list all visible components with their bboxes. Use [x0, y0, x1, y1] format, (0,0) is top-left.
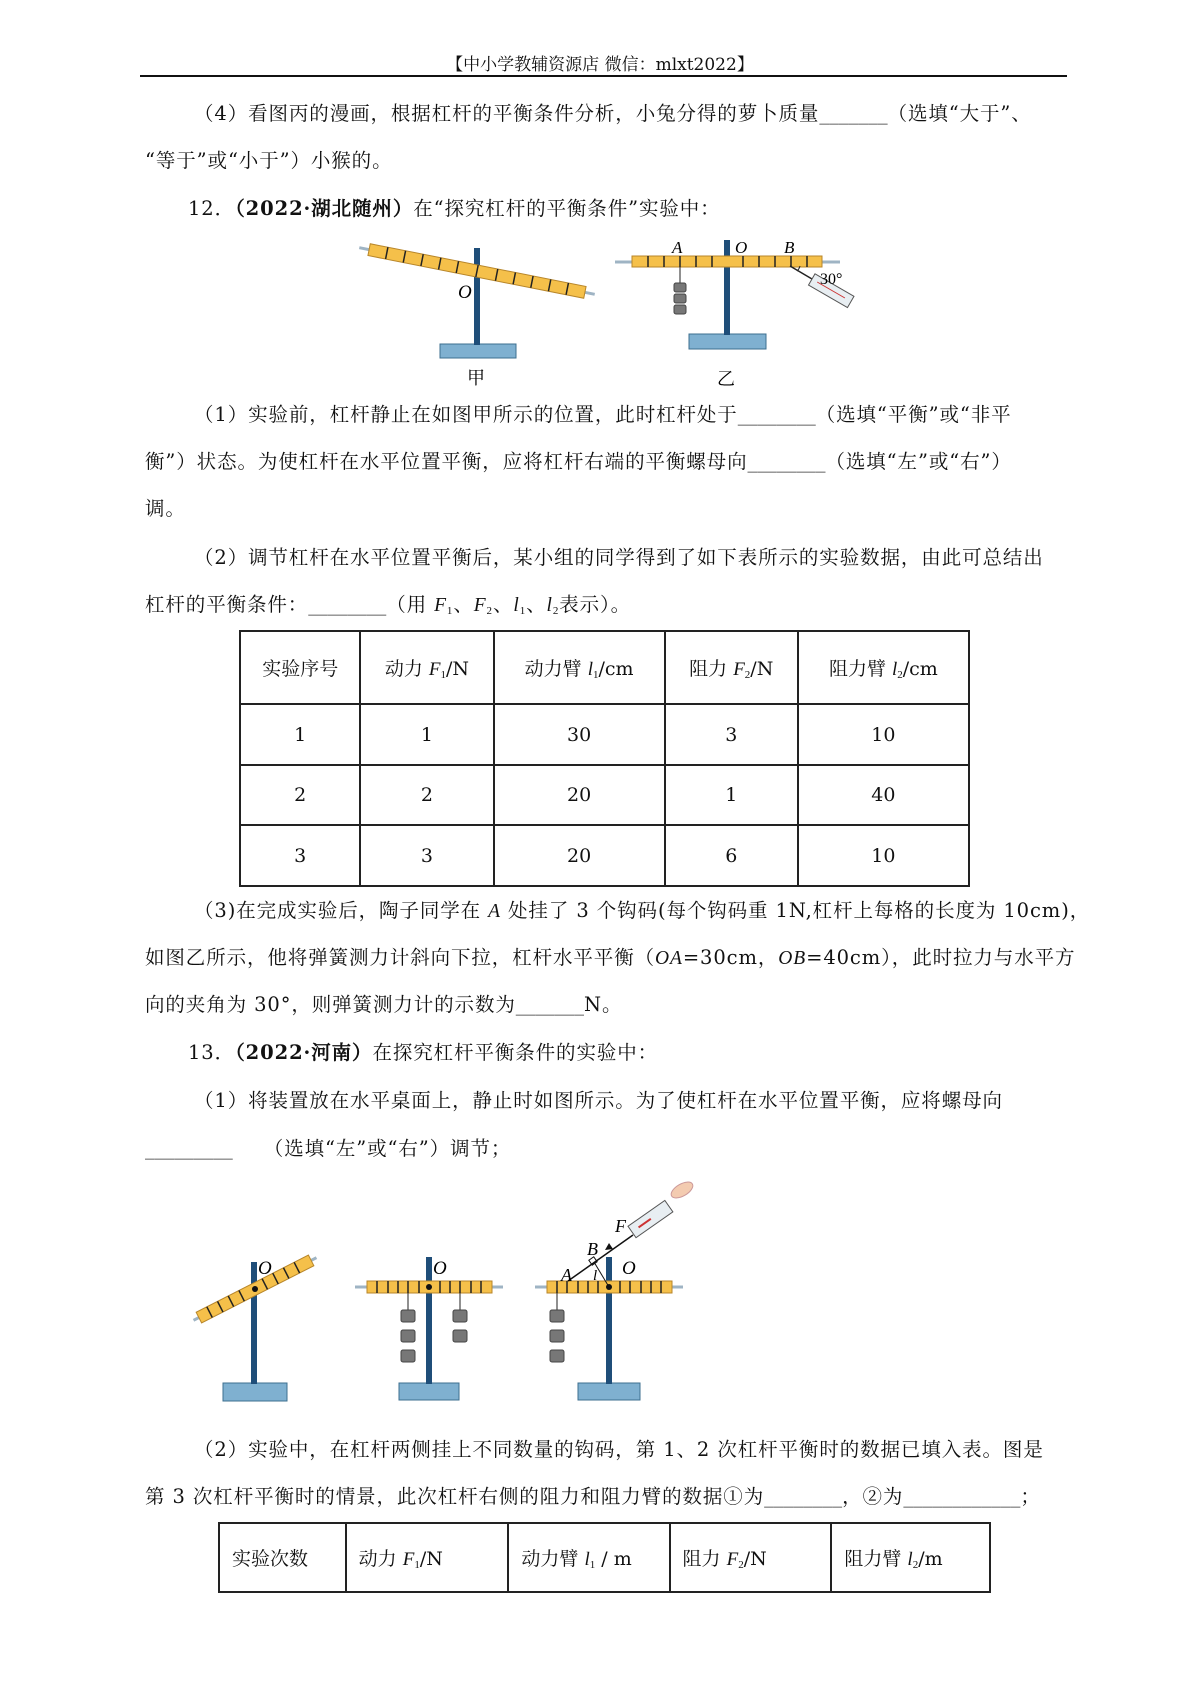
- answer-blank: ________: [308, 593, 387, 616]
- text-segment: 阻力: [689, 658, 734, 681]
- subscript: 2: [486, 605, 493, 617]
- table-cell: 40: [798, 765, 969, 826]
- subscript: 1: [592, 669, 599, 682]
- stand-post: [724, 240, 730, 335]
- table-cell: 10: [798, 704, 969, 765]
- table-header-row: [240, 631, 969, 704]
- text-segment: /N: [446, 658, 470, 681]
- q12-3-line1: [194, 899, 1090, 924]
- text-segment: /cm: [598, 658, 634, 681]
- variable: l: [587, 659, 593, 681]
- figure2-left: [191, 1252, 319, 1401]
- answer-blank: ____________: [903, 1485, 1021, 1508]
- hand-icon: [669, 1179, 696, 1201]
- text-segment: N。: [584, 993, 623, 1016]
- subscript: 1: [446, 605, 454, 617]
- q12-1-line3: [145, 497, 186, 521]
- variable: l: [907, 1549, 913, 1570]
- figure2-right: [535, 1179, 695, 1400]
- text-segment: 13．: [188, 1041, 236, 1064]
- figure-jia: [358, 242, 596, 389]
- text-segment: /N: [750, 658, 774, 681]
- table-cell: 3: [665, 704, 798, 765]
- variable: F: [402, 1549, 415, 1570]
- text-segment: 、: [492, 593, 514, 616]
- variable: l: [513, 595, 520, 616]
- answer-blank: _______: [515, 993, 585, 1016]
- answer-blank: ________: [747, 450, 826, 473]
- q12-1-line2: [145, 450, 1012, 474]
- table-row: [240, 704, 969, 765]
- text-segment: （选填“左”或“右”）调节；: [232, 1137, 512, 1160]
- q13-2-line2: [145, 1485, 1041, 1509]
- text-segment: 实验次数: [232, 1548, 309, 1570]
- text-segment: /cm: [902, 658, 938, 681]
- point-label-b: B: [784, 238, 795, 257]
- subscript: 2: [552, 605, 560, 617]
- table-cell: 30: [494, 704, 665, 765]
- text-segment: 12．: [188, 197, 236, 220]
- q12-3-line3: [145, 993, 622, 1017]
- table-cell: 10: [798, 825, 969, 886]
- point-label-b: B: [587, 1239, 598, 1259]
- subscript: 2: [744, 669, 751, 682]
- table-cell: 1: [665, 765, 798, 826]
- table-row: [240, 765, 969, 826]
- text-segment: 如图乙所示，他将弹簧测力计斜向下拉，杠杆水平平衡（: [145, 946, 656, 969]
- stand-base: [689, 334, 766, 349]
- variable: F: [434, 595, 447, 616]
- text-segment: （1）将装置放在水平桌面上，静止时如图所示。为了使杠杆在水平位置平衡，应将螺母向: [194, 1089, 1003, 1112]
- spring-scale: [628, 1200, 673, 1237]
- answer-blank: ________: [764, 1485, 843, 1508]
- page-header: 【中小学教辅资源店 微信：mlxt2022】: [446, 55, 754, 75]
- subscript: 2: [912, 1559, 919, 1571]
- figure-yi: [615, 238, 854, 390]
- text-segment: / m: [595, 1548, 632, 1570]
- text-segment: 第 3 次杠杆平衡时的情景，此次杠杆右侧的阻力和阻力臂的数据①为: [145, 1485, 765, 1508]
- text-segment: =30cm，: [682, 946, 779, 969]
- text-segment: 杠杆的平衡条件：: [145, 593, 309, 616]
- text-segment: ；: [1020, 1485, 1041, 1508]
- text-segment: （用: [386, 593, 435, 616]
- force-label-f: F: [615, 1216, 626, 1236]
- text-segment: 调。: [145, 497, 186, 520]
- table-cell: 20: [494, 765, 665, 826]
- text-segment: ，②为: [842, 1485, 904, 1508]
- text-segment: （选填“平衡”或“非平: [815, 403, 1012, 426]
- text-segment: 在“探究杠杆的平衡条件”实验中：: [413, 197, 721, 220]
- variable: OA: [655, 948, 683, 969]
- column-header: [494, 631, 665, 704]
- q12-2-line2: [145, 593, 631, 623]
- column-header: [798, 631, 969, 704]
- variable: A: [488, 901, 501, 922]
- pivot-label-o: O: [433, 1258, 447, 1279]
- text-segment: “等于”或“小于”）小猴的。: [145, 149, 393, 172]
- pivot-label-o: O: [735, 238, 748, 257]
- text-segment: （2022·湖北随州）: [235, 197, 414, 220]
- text-segment: 动力臂: [524, 658, 588, 681]
- table-cell: 3: [360, 825, 493, 886]
- column-header: [665, 631, 798, 704]
- table-cell: 2: [360, 765, 493, 826]
- q12-2-line1: [194, 546, 1044, 570]
- text-segment: 阻力: [682, 1548, 727, 1570]
- text-segment: /N: [419, 1548, 443, 1570]
- q13-1-line2: [145, 1137, 511, 1161]
- text-segment: 阻力臂: [844, 1548, 908, 1570]
- column-header: [346, 1523, 509, 1592]
- pivot-label-o: O: [458, 282, 472, 303]
- variable: F: [428, 659, 441, 681]
- subscript: 1: [414, 1559, 420, 1571]
- variable: F: [733, 659, 745, 681]
- text-segment: /m: [918, 1548, 943, 1570]
- text-segment: 衡”）状态。为使杠杆在水平位置平衡，应将杠杆右端的平衡螺母向: [145, 450, 748, 473]
- text-segment: （3)在完成实验后，陶子同学在: [194, 899, 489, 922]
- column-header: [240, 631, 360, 704]
- text-segment: 、: [526, 593, 547, 616]
- text-segment: 在探究杠杆平衡条件的实验中：: [372, 1041, 659, 1064]
- text-segment: 向的夹角为 30°，则弹簧测力计的示数为: [145, 993, 516, 1016]
- figure-label-jia: 甲: [467, 368, 485, 389]
- figure-label-yi: 乙: [717, 369, 735, 390]
- q13-1-line1: [194, 1089, 1003, 1113]
- text-segment: （2022·河南）: [235, 1041, 373, 1064]
- subscript: 2: [738, 1559, 744, 1571]
- text-segment: 动力: [384, 658, 429, 681]
- column-header: [360, 631, 493, 704]
- q13-title: [188, 1041, 658, 1065]
- variable: l: [546, 595, 553, 616]
- variable: F: [726, 1549, 739, 1570]
- table-cell: 1: [240, 704, 360, 765]
- table-cell: 3: [240, 825, 360, 886]
- text-segment: （2）调节杠杆在水平位置平衡后，某小组的同学得到了如下表所示的实验数据，由此可总结出: [194, 546, 1044, 569]
- q12-1-line1: [194, 403, 1012, 427]
- text-segment: 、: [453, 593, 474, 616]
- text-segment: 实验序号: [262, 658, 339, 681]
- hook-weights: [674, 283, 686, 314]
- table-cell: 20: [494, 825, 665, 886]
- figure2-middle: [355, 1257, 503, 1400]
- data-table-q12: [239, 630, 970, 887]
- pivot-label-o: O: [622, 1258, 636, 1279]
- subscript: 1: [519, 605, 527, 617]
- lever-horizontal: [632, 256, 822, 267]
- data-table-q13: [218, 1522, 991, 1593]
- variable: l: [891, 659, 898, 681]
- text-segment: （2）实验中，在杠杆两侧挂上不同数量的钩码，第 1、2 次杠杆平衡时的数据已填入表。图是: [194, 1438, 1044, 1461]
- variable: F: [473, 595, 487, 616]
- subscript: 1: [440, 669, 447, 682]
- answer-blank: _________: [145, 1137, 233, 1160]
- text-segment: 处挂了 3 个钩码(每个钩码重 1N,杠杆上每格的长度为 10cm)，: [500, 899, 1091, 922]
- q12-3-line2: [145, 946, 1075, 971]
- point-label-a: A: [672, 238, 683, 257]
- table-row: [240, 825, 969, 886]
- variable: OB: [778, 948, 807, 969]
- text-segment: （1）实验前，杠杆静止在如图甲所示的位置，此时杠杆处于: [194, 403, 738, 426]
- point-label-a: A: [561, 1265, 572, 1285]
- text-segment: 动力: [358, 1548, 403, 1570]
- text-segment: 阻力臂: [828, 658, 892, 681]
- subscript: 2: [897, 669, 903, 682]
- text-segment: （选填“左”或“右”）: [825, 450, 1012, 473]
- pivot-label-o: O: [258, 1258, 272, 1279]
- column-header: [508, 1523, 669, 1592]
- angle-label: 30°: [820, 271, 843, 288]
- column-header: [670, 1523, 832, 1592]
- text-segment: （选填“大于”、: [887, 102, 1032, 125]
- answer-blank: ________: [737, 403, 816, 426]
- table-header-row: [219, 1523, 990, 1592]
- variable: l: [584, 1549, 590, 1570]
- table-cell: 2: [240, 765, 360, 826]
- stand-post: [474, 248, 480, 345]
- arm-label-l: l: [593, 1268, 598, 1284]
- subscript: 1: [589, 1559, 596, 1571]
- text-segment: （4）看图丙的漫画，根据杠杆的平衡条件分析，小兔分得的萝卜质量: [194, 102, 820, 125]
- stand-base: [440, 344, 516, 358]
- text-segment: 表示）。: [559, 593, 632, 616]
- text-segment: =40cm），此时拉力与水平方: [806, 946, 1076, 969]
- column-header: [219, 1523, 346, 1592]
- text-segment: 动力臂: [521, 1548, 585, 1570]
- text-segment: /N: [743, 1548, 767, 1570]
- table-cell: 6: [665, 825, 798, 886]
- arrow-icon: [605, 1243, 613, 1250]
- column-header: [831, 1523, 990, 1592]
- answer-blank: _______: [819, 102, 888, 125]
- table-cell: 1: [360, 704, 493, 765]
- q13-2-line1: [194, 1438, 1044, 1462]
